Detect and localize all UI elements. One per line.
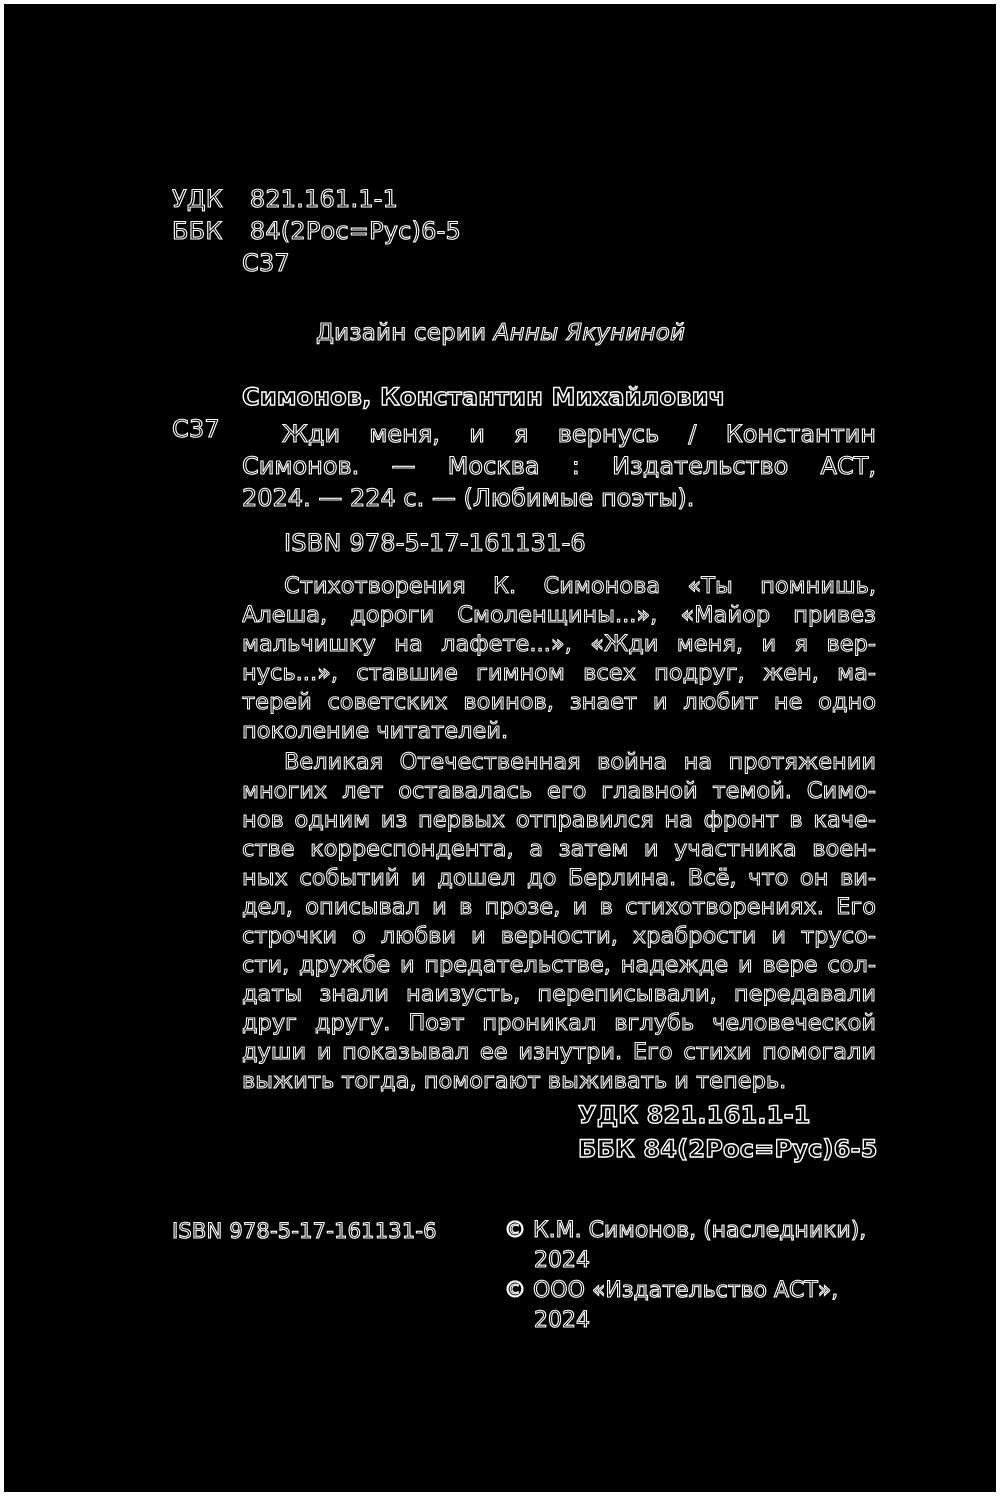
annotation-p1-line: терей советских воинов, знает и любит не одно: [242, 689, 876, 715]
annotation-p2-line: выжить тогда, помогают выживать и теперь.: [242, 1068, 787, 1094]
author-sign: С37: [242, 249, 290, 277]
annotation-p2-line: ных событий и дошел до Берлина. Всё, что он ви-: [242, 865, 876, 891]
copyright-author-line-2: 2024: [534, 1248, 590, 1273]
udk-label: УДК: [172, 185, 224, 213]
annotation-p1-line: Алеша, дороги Смоленщины...», «Майор привез: [242, 602, 876, 628]
author-heading: Симонов, Константин Михайлович: [242, 383, 726, 411]
annotation-p2-line: даты знали наизусть, переписывали, передавали: [242, 981, 876, 1007]
annotation-p2-line: дел, описывал и в прозе, и в стихотворениях. Его: [242, 894, 876, 920]
annotation-p1-line: мальчишку на лафете...», «Жди меня, и я вер-: [242, 631, 876, 657]
copyright-block: [504, 1216, 866, 1336]
design-prefix: Дизайн серии: [316, 320, 487, 346]
bbk-code: [172, 216, 461, 246]
annotation-p1-line: нусь...», ставшие гимном всех подруг, жен, ма-: [242, 660, 876, 686]
copyright-publisher-line-2: 2024: [534, 1308, 590, 1333]
annotation-p1-line: Стихотворения К. Симонова «Ты помнишь,: [284, 573, 876, 599]
footer-isbn: ISBN 978-5-17-161131-6: [172, 1219, 437, 1243]
annotation-p2-line: стве корреспондента, а затем и участника воен-: [242, 836, 876, 862]
annotation-p2-line: строчки о любви и верности, храбрости и трусо-: [242, 923, 876, 949]
bib-sign: С37: [172, 415, 220, 443]
annotation-paragraph-2: [242, 748, 876, 1096]
annotation-p2-line: сти, дружбе и предательстве, надежде и вере сол-: [242, 952, 876, 978]
copyright-author-line-1: © К.М. Симонов, (наследники),: [504, 1218, 867, 1243]
design-credit: [316, 318, 685, 348]
annotation-p1-line: поколение читателей.: [242, 718, 509, 744]
bib-title-line-3: 2024. — 224 с. — (Любимые поэты).: [242, 484, 695, 512]
bbk-label: ББК: [172, 217, 223, 245]
udk-code-bottom: УДК 821.161.1-1: [578, 1101, 811, 1129]
bbk-code-bottom: ББК 84(2Рос=Рус)6-5: [578, 1135, 878, 1163]
annotation-paragraph-1: [242, 572, 876, 746]
annotation-p2-line: Великая Отечественная война на протяжении: [284, 749, 876, 775]
bib-title-block: [242, 418, 876, 514]
annotation-p2-line: друг другу. Поэт проникал вглубь человеческой: [242, 1010, 876, 1036]
designer-name: Анны Якуниной: [493, 320, 686, 346]
udk-code: [172, 184, 398, 214]
bib-isbn: ISBN 978-5-17-161131-6: [284, 529, 586, 557]
annotation-p2-line: нов одним из первых отправился на фронт в каче-: [242, 807, 876, 833]
annotation-p2-line: многих лет оставалась его главной темой. Симо-: [242, 778, 876, 804]
bib-title-line-2: Симонов. — Москва : Издательство АСТ,: [242, 452, 876, 480]
copyright-publisher-line-1: © ООО «Издательство АСТ»,: [504, 1278, 839, 1303]
imprint-page: [4, 4, 996, 1492]
bbk-value: 84(2Рос=Рус)6-5: [249, 217, 461, 245]
bib-title-line-1: Жди меня, и я вернусь / Константин: [282, 420, 876, 448]
udk-value: 821.161.1-1: [249, 185, 399, 213]
annotation-p2-line: души и показывал ее изнутри. Его стихи помогали: [242, 1039, 876, 1065]
